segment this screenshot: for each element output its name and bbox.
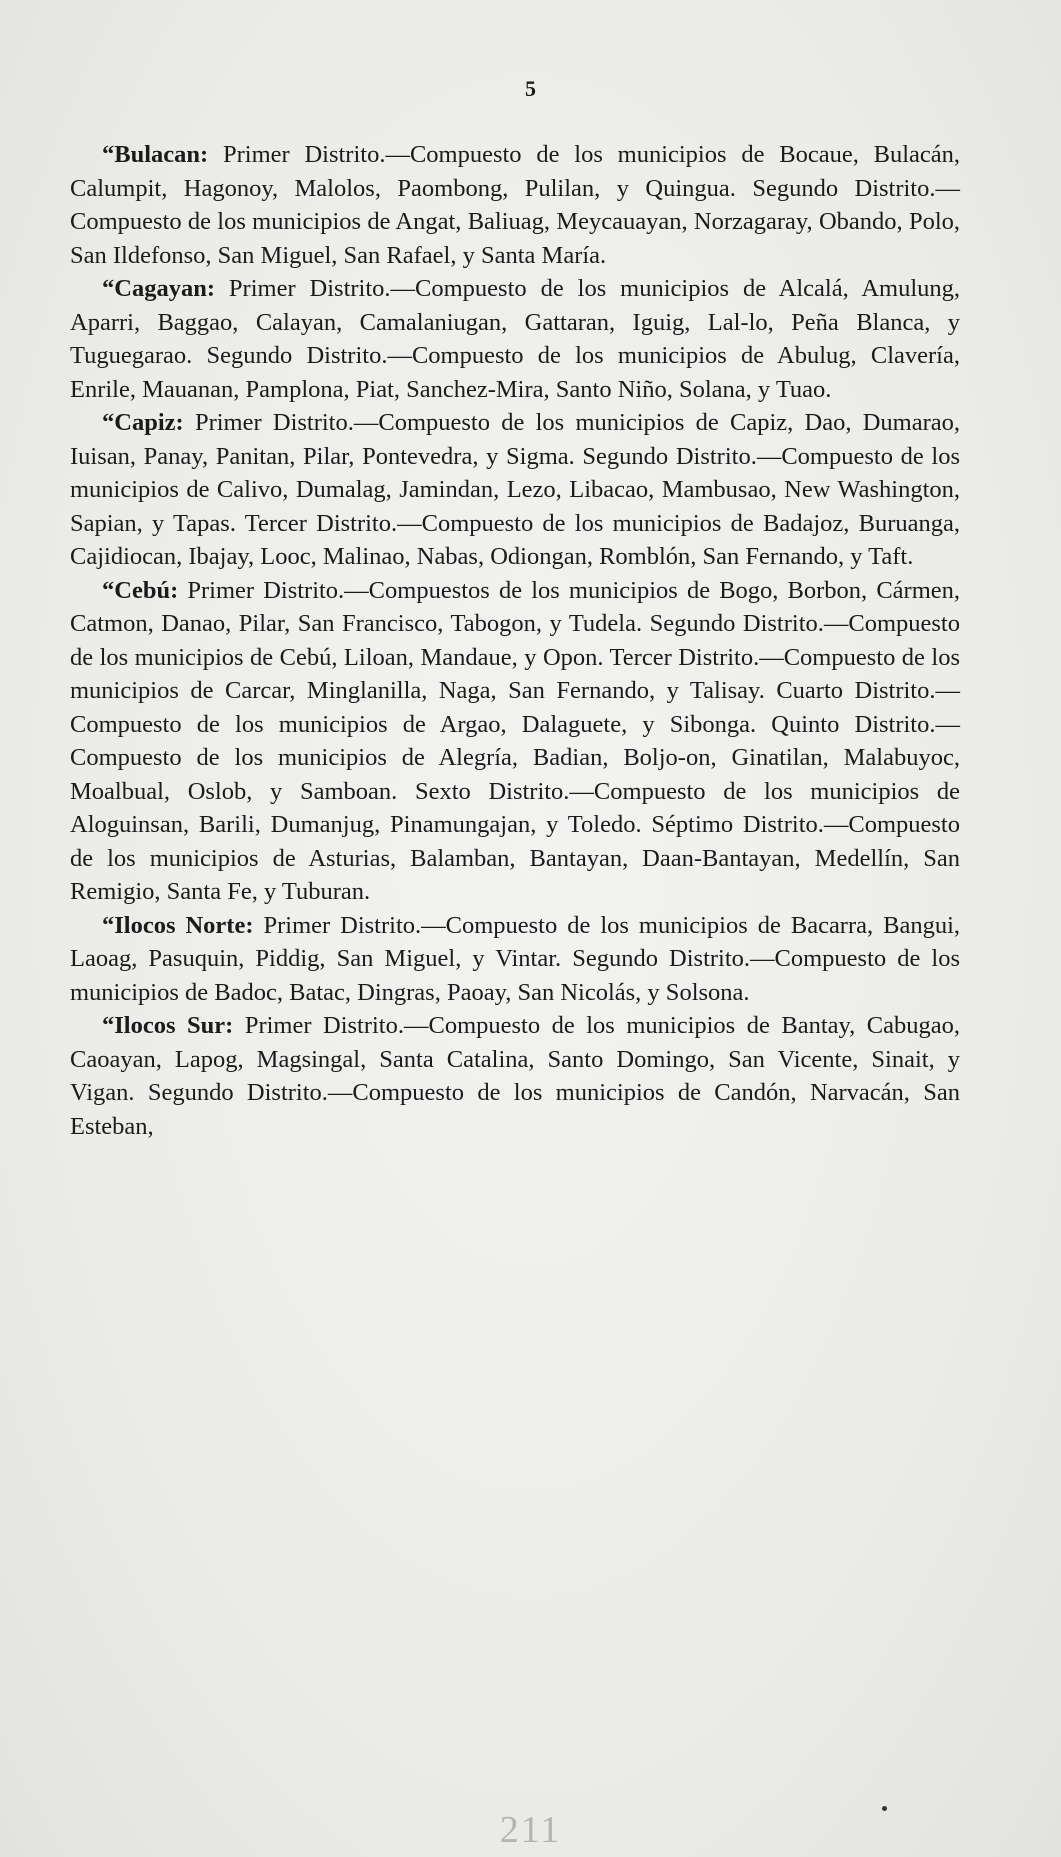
province-name: “Cagayan:: [102, 275, 215, 302]
body-text: [70, 138, 960, 1143]
paragraph-text: Primer Distrito.—Compuesto de los municipios de Bantay, Cabugao, Caoayan, Lapog, Magsingal, Santa Catalina, Santo Domingo, San Vicente, Sinait, y Vigan. Segundo Distrito.—Compuesto de los municipios de Candón, Narvacán, San Esteban,: [70, 1012, 961, 1140]
province-name: “Bulacan:: [102, 141, 209, 168]
page-number: 5: [525, 76, 536, 101]
paragraph-capiz: [70, 406, 960, 574]
province-name: “Ilocos Sur:: [102, 1012, 234, 1039]
paragraph-text: Primer Distrito.—Compuestos de los municipios de Bogo, Borbon, Cármen, Catmon, Danao, Pilar, San Francisco, Tabogon, y Tudela. Segundo Distrito.—Compuesto de los municipios de Cebú, Liloan, Mandaue, y Opon. Tercer Distrito.—Compuesto de los municipios de Carcar, Minglanilla, Naga, San Fernando, y Talisay. Cuarto Distrito.—Compuesto de los municipios de Argao, Dalaguete, y Sibonga. Quinto Distrito.—Compuesto de los municipios de Alegría, Badian, Boljo-on, Ginatilan, Malabuyoc, Moalbual, Oslob, y Samboan. Sexto Distrito.—Compuesto de los municipios de Aloguinsan, Barili, Dumanjug, Pinamungajan, y Toledo. Séptimo Distrito.—Compuesto de los municipios de Asturias, Balamban, Bantayan, Daan-Bantayan, Medellín, San Remigio, Santa Fe, y Tuburan.: [70, 576, 960, 905]
paragraph-ilocos-sur: [70, 1009, 960, 1143]
paragraph-cagayan: [70, 272, 960, 406]
paragraph-cebu: [70, 574, 960, 909]
paragraph-text: Primer Distrito.—Compuesto de los municipios de Bacarra, Bangui, Laoag, Pasuquin, Piddig, San Miguel, y Vintar. Segundo Distrito.—Compuesto de los municipios de Badoc, Batac, Dingras, Paoay, San Nicolás, y Solsona.: [70, 911, 961, 1006]
paragraph-ilocos-norte: [70, 909, 960, 1010]
province-name: “Ilocos Norte:: [102, 911, 254, 939]
province-name: “Capiz:: [102, 409, 184, 436]
sheet-number-stamp: 211: [499, 1809, 562, 1851]
ink-dot: [882, 1806, 887, 1811]
paragraph-bulacan: [70, 138, 960, 272]
province-name: “Cebú:: [102, 576, 179, 604]
paragraph-text: Primer Distrito.—Compuesto de los municipios de Bocaue, Bulacán, Calumpit, Hagonoy, Malolos, Paombong, Pulilan, y Quingua. Segundo Distrito.—Compuesto de los municipios de Angat, Baliuag, Meycauayan, Norzagaray, Obando, Polo, San Ildefonso, San Miguel, San Rafael, y Santa María.: [70, 141, 961, 269]
paragraph-text: Primer Distrito.—Compuesto de los municipios de Alcalá, Amulung, Aparri, Baggao, Calayan, Camalaniugan, Gattaran, Iguig, Lal-lo, Peña Blanca, y Tuguegarao. Segundo Distrito.—Compuesto de los municipios de Abulug, Clavería, Enrile, Mauanan, Pamplona, Piat, Sanchez-Mira, Santo Niño, Solana, y Tuao.: [70, 275, 960, 403]
paragraph-text: Primer Distrito.—Compuesto de los municipios de Capiz, Dao, Dumarao, Iuisan, Panay, Panitan, Pilar, Pontevedra, y Sigma. Segundo Distrito.—Compuesto de los municipios de Calivo, Dumalag, Jamindan, Lezo, Libacao, Mambusao, New Washington, Sapian, y Tapas. Tercer Distrito.—Compuesto de los municipios de Badajoz, Buruanga, Cajidiocan, Ibajay, Looc, Malinao, Nabas, Odiongan, Romblón, San Fernando, y Taft.: [70, 409, 960, 570]
